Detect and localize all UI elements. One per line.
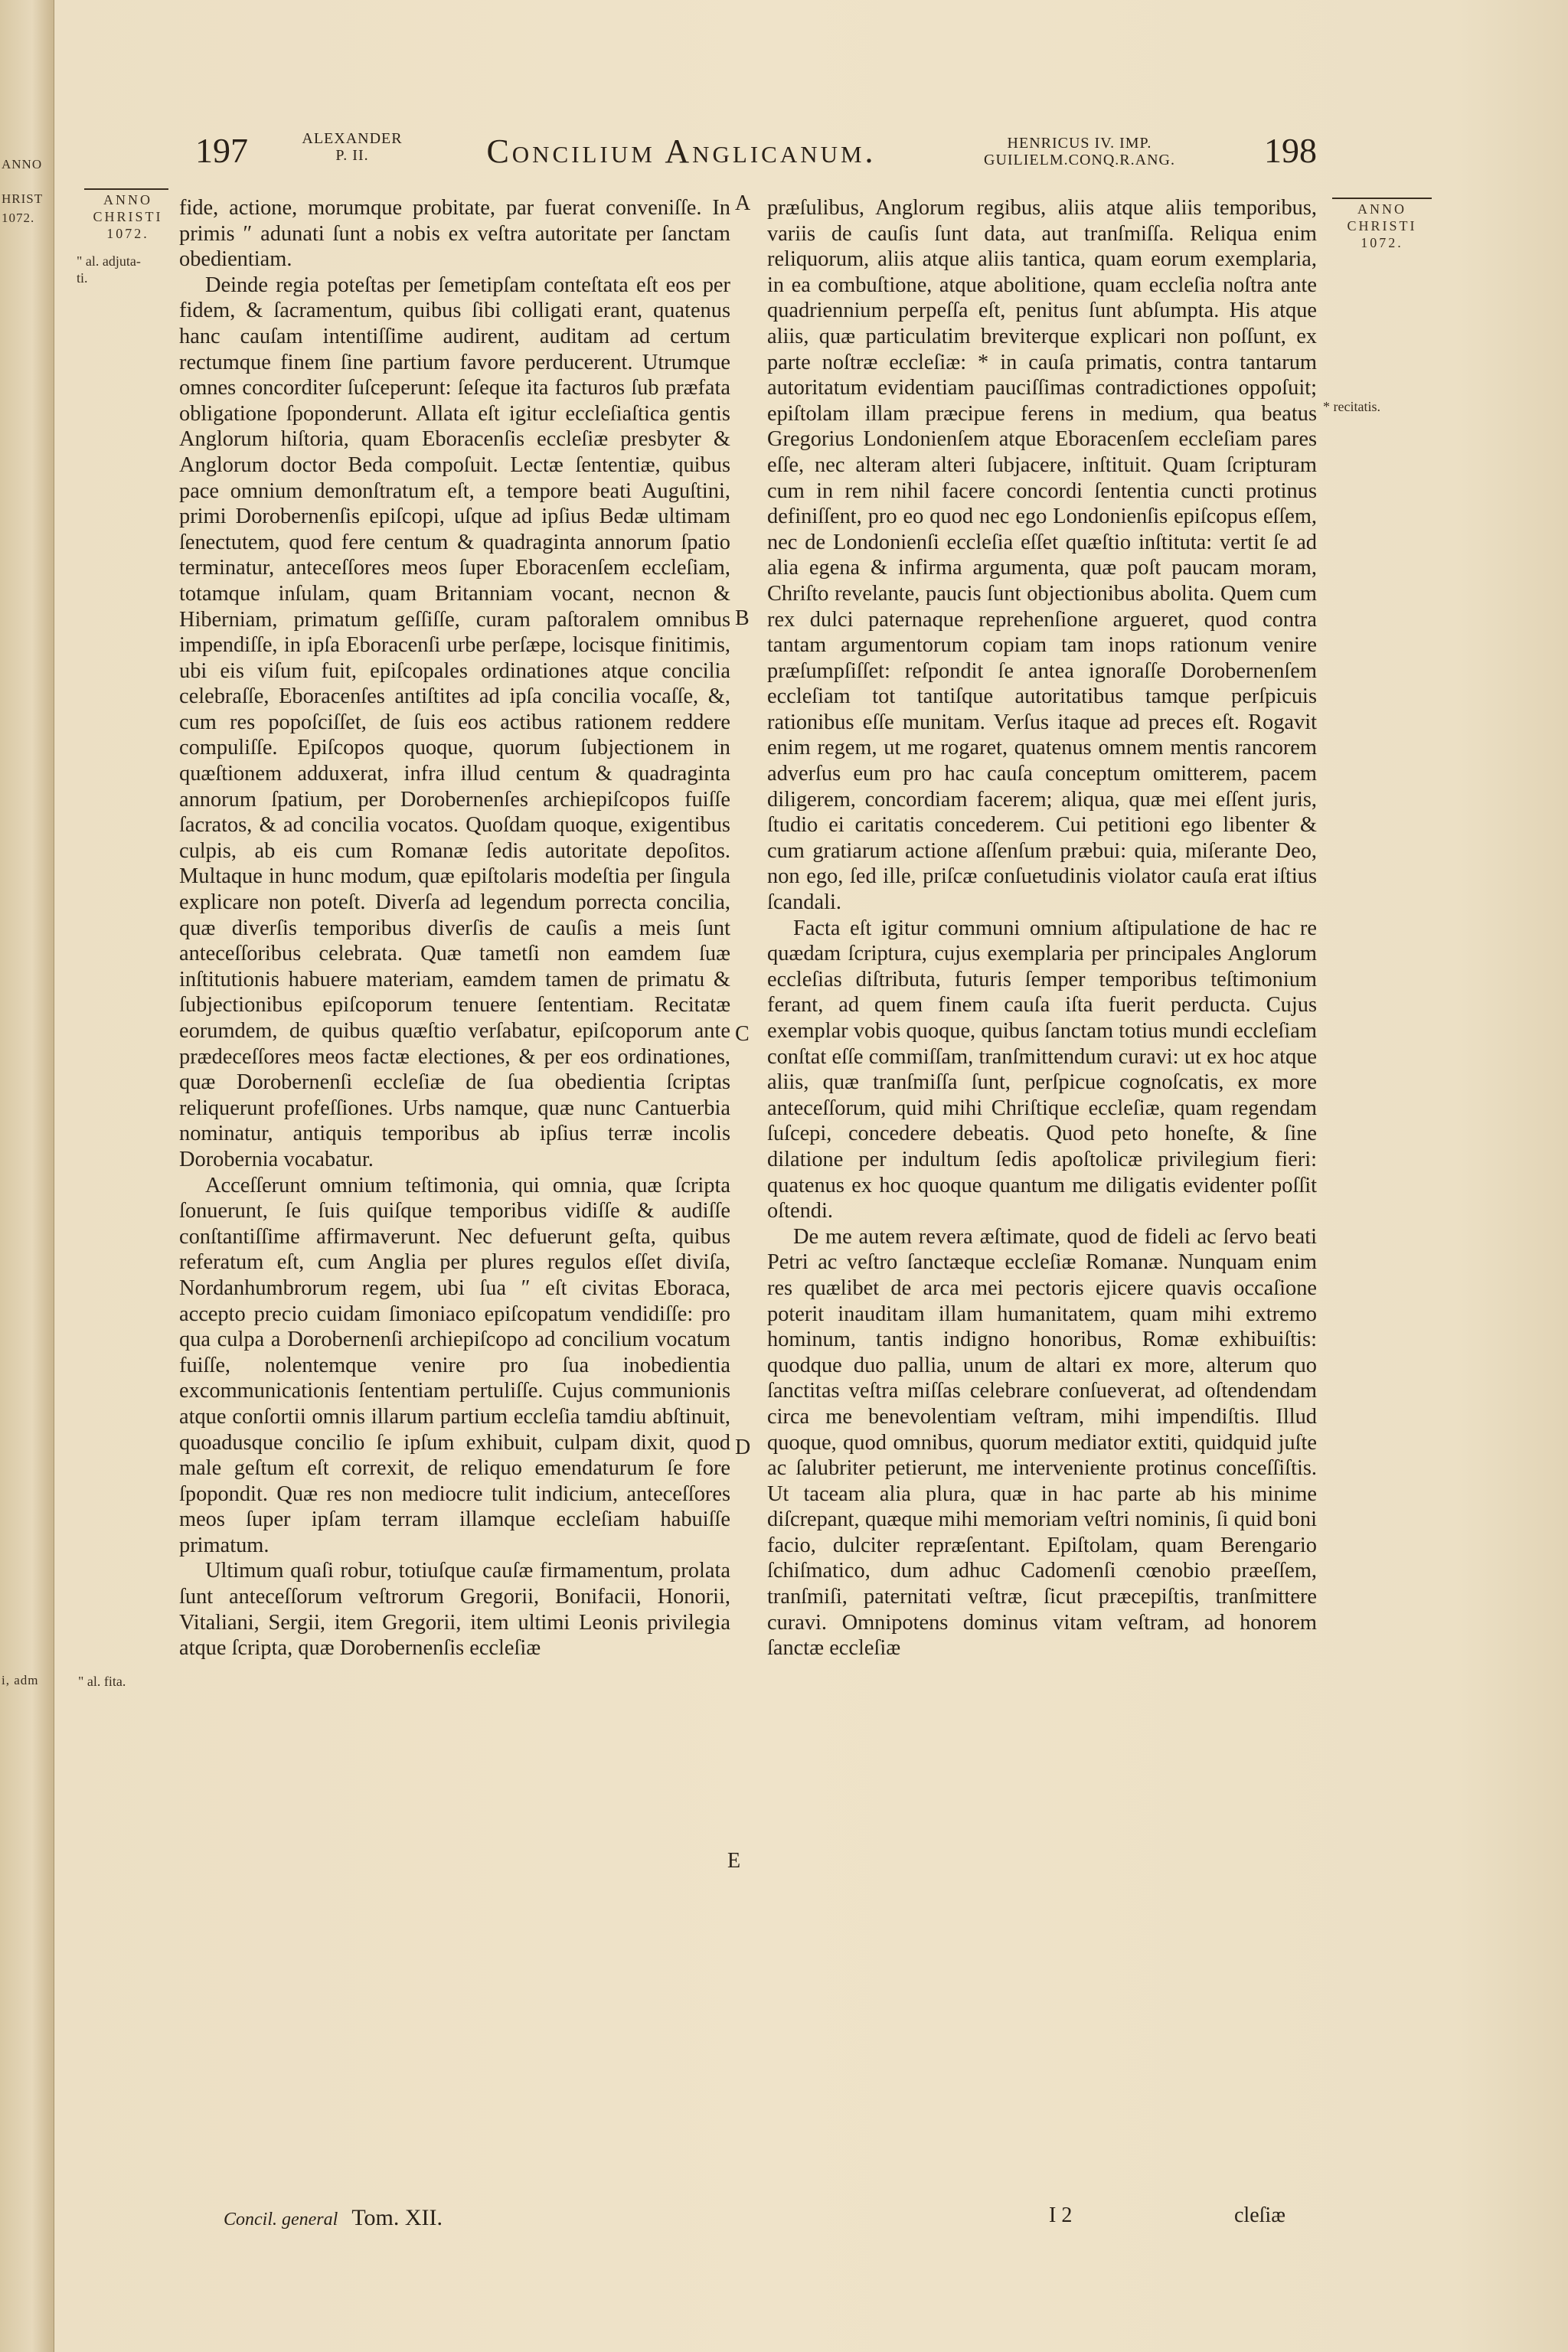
section-marker-e: E xyxy=(727,1849,741,1873)
margin-note-adjuta-line2: ti. xyxy=(77,270,88,286)
header-pope-number: P. II. xyxy=(335,147,369,164)
header-rulers xyxy=(965,135,1194,168)
right-column xyxy=(767,195,1317,1661)
margin-anno-word-right: ANNO xyxy=(1357,201,1406,217)
left-paragraph-2: Deinde regia poteſtas per ſemetipſam conteſtata eſt eos per fidem, & ſacramentum, quibus ſibi colligati erant, quatenus hanc cauſam intentiſſime audirent, auditam ad certum rectumque finem ſine partium favore perducerent. Utrumque omnes concorditer ſuſceperunt: ſeſeque ita facturos ſub præfata obligatione ſpoponderunt. Allata eſt igitur eccleſiaſtica gentis Anglorum hiſtoria, quam Eboracenſis eccleſiæ presbyter & Anglorum doctor Beda compoſuit. Lectæ ſententiæ, quibus pace omnium demonſtratum eſt, a tempore beati Auguſtini, primi Dorobernenſis epiſcopi, uſque ad ipſius Bedæ ultimam ſenectutem, quod fere centum & quadraginta annorum ſpatio terminatur, anteceſſores meos ſuper Eboracenſem eccleſiam, totamque inſulam, quam Britanniam vocant, necnon & Hiberniam, primatum geſſiſſe, curam paſtoralem omnibus impendiſſe, in ipſa Eboracenſi urbe perſæpe, locisque finitimis, ubi eis viſum fuit, epiſcopales ordinationes atque concilia celebraſſe, Eboracenſes antiſtites ad ipſa concilia vocaſſe, &, cum res popoſciſſet, de ſuis eos actibus rationem reddere compuliſſe. Epiſcopos quoque, quorum ſubjectionem in quæſtionem adduxerat, infra illud centum & quadraginta annorum ſpatium, per Dorobernenſes archiepiſcopos fuiſſe ſacratos, & ad concilia vocatos. Quoſdam quoque, exigentibus culpis, ab eis cum Romanæ ſedis autoritate depoſitos. Multaque in hunc modum, quæ epiſtolaris modeſtia per ſingula explicare non poteſt. Diverſa ad legendum porrecta concilia, quæ diverſis temporibus diverſis de cauſis a meis ſunt anteceſſoribus celebrata. Quæ tametſi non eamdem ſuæ inſtitutionis habuere materiam, eamdem tamen de primatu & ſubjectionibus epiſcoporum tenuere ſententiam. Recitatæ eorumdem, de quibus quæſtio verſabatur, epiſcoporum ante prædeceſſores meos factæ electiones, & per eos ordinationes, quæ Dorobernenſi eccleſiæ de ſua obedientia ſcriptas reliquerunt profeſſiones. Urbs namque, quæ nunc Cantuerbia nominatur, antiquis temporibus ab ipſius terræ incolis Dorobernia vocabatur. xyxy=(179,273,730,1171)
left-paragraph-4: Ultimum quaſi robur, totiuſque cauſæ firmamentum, prolata ſunt anteceſſorum veſtrorum Gregorii, Bonifacii, Honorii, Vitaliani, Sergii, item Gregorii, item ultimi Leonis privilegia atque ſcripta, quæ Dorobernenſis eccleſiæ xyxy=(179,1559,730,1661)
footer-collection xyxy=(224,2205,443,2231)
spine-note: i, adm xyxy=(2,1673,39,1687)
facing-page-edge xyxy=(0,0,54,2352)
spine-year: 1072. xyxy=(2,211,35,225)
margin-rule-left xyxy=(84,188,168,190)
left-column xyxy=(179,195,730,1661)
header-emperor: HENRICUS IV. IMP. xyxy=(1007,135,1152,152)
header-pope-name: ALEXANDER xyxy=(302,130,403,147)
running-header xyxy=(191,122,1317,176)
section-marker-d: D xyxy=(735,1436,751,1459)
spine-anno: ANNO xyxy=(2,157,43,172)
margin-year-right: 1072. xyxy=(1361,235,1403,250)
footer-tome: Tom. XII. xyxy=(351,2205,443,2230)
right-paragraph-3: De me autem revera æſtimate, quod de fideli ac ſervo beati Petri ac veſtro ſanctæque eccleſiæ Romanæ. Nunquam enim res quælibet de arca mei pectoris ejicere quavis occaſione poterit inauditam illam humanitatem, quam mihi extremo hominum, tantis indigno honoribus, Romæ exhibuiſtis: quodque duo pallia, unum de altari ex more, alterum quo ſanctitas veſtra miſſas celebrare conſueverat, ad oſtendendam circa me benevolentiam veſtram, mihi impendiſtis. Illud quoque, quod omnibus, quorum mediator extiti, quidquid juſte ac ſalubriter petierunt, me interveniente protinus conceſſiſtis. Ut taceam alia plura, quæ in hac parte ab his minime diſcrepant, quæque mihi memoriam veſtri nominis, ſi quid boni facio, dulciter repræſentant. Epiſtolam, quam Berengario ſchiſmatico, dum adhuc Cadomenſi cœnobio præeſſem, tranſmiſi, paternitati veſtræ, ſicut præcepiſtis, tranſmittere curavi. Omnipotens dominus vitam veſtram, ad honorem ſanctæ eccleſiæ xyxy=(767,1224,1317,1661)
margin-rule-right xyxy=(1332,198,1432,199)
left-paragraph-1: fide, actione, morumque probitate, par fuerat conveniſſe. In primis ″ adunati ſunt a nobis ex veſtra autoritate per ſanctam obedientiam. xyxy=(179,196,730,272)
footer-signature: I 2 xyxy=(1049,2203,1073,2227)
margin-note-fita: " al. fita. xyxy=(78,1674,126,1689)
margin-anno-right xyxy=(1336,201,1428,251)
section-marker-a: A xyxy=(735,191,751,215)
footer-concil: Concil. general xyxy=(224,2210,338,2230)
right-paragraph-2: Facta eſt igitur communi omnium aſtipulatione de hac re quædam ſcriptura, cujus exemplaria per principales Anglorum eccleſias diſtributa, futuris ſemper temporibus teſtimonium ferant, ad quem finem cauſa iſta fuerit perducta. Cujus exemplar vobis quoque, quibus ſanctam totius mundi eccleſiam conſtat eſſe commiſſam, tranſmittendum curavi: ut ex hoc atque aliis, quæ tranſmiſſa ſunt, perſpicue cognoſcatis, ex more anteceſſorum, quid mihi Chriſtique eccleſiæ, quam regendam ſuſcepi, concedere debeatis. Quod peto honeſte, & ſine dilatione per indultum ſedis apoſtolicæ privilegium fieri: quatenus ex hoc quoque quantum me diligatis evidenter poſſit oſtendi. xyxy=(767,916,1317,1223)
section-marker-b: B xyxy=(735,606,750,630)
page-title: Concilium Anglicanum. xyxy=(486,132,877,170)
margin-christi-word-right: CHRISTI xyxy=(1347,218,1417,234)
margin-note-adjuta-line1: " al. adjuta- xyxy=(77,253,141,269)
right-paragraph-1: præſulibus, Anglorum regibus, aliis atque aliis temporibus, variis de cauſis ſunt data, aut tranſmiſſa. Reliqua enim reliquorum, aliis atque aliis tantica, quam eorum exemplaria, in ea combuſtione, atque abolitione, quam eccleſia noſtra ante quadriennium perpeſſa eſt, penitus ſunt abſumpta. His atque aliis, quæ particulatim breviterque explicari non poſſunt, ex parte noſtræ eccleſiæ: * in cauſa primatis, contra tantarum autoritatum evidentiam pauciſſimas contradictiones oppoſuit; epiſtolam illam præcipue ferens in medium, qua beatus Gregorius Londonienſem atque Eboracenſem eccleſiam pares eſſe, nec alteram alteri ſubjacere, inſtituit. Quam ſcripturam cum in rem nihil facere concordi ſententia cuncti protinus definiſſent, pro eo quod nec ego Londonienſis epiſcopus eſſem, nec de Londonienſi eccleſia eſſet quæſtio inſtituta: vertit ſe ad alia egena & infirma argumenta, quæ poſt paucam moram, Chriſto revelante, paucis ſunt objectionibus abolita. Quem cum rex dulci paternaque reprehenſione argueret, quod contra tantam argumentorum copiam tam inops rationum venire præſumpſiſſet: reſpondit ſe antea ignoraſſe Dorobernenſem eccleſiam tot tantiſque autoritatibus tamque perſpicuis rationibus eſſe munitam. Verſus itaque ad preces eſt. Rogavit enim regem, ut me rogaret, quatenus omnem mentis rancorem adverſus eum pro hac cauſa conceptum omitterem, pacem diligerem, concordiam facerem; aliqua, quæ mei eſſent juris, ſtudio ei caritatis concederem. Cui petitioni ego libenter & cum gratiarum actione aſſenſum præbui: quia, miſerante Deo, non ego, ſed ille, priſcæ conſuetudinis violator cauſa erat iſtius ſcandali. xyxy=(767,196,1317,915)
margin-note-adjuta xyxy=(77,253,176,286)
header-pope xyxy=(295,130,410,164)
section-marker-c: C xyxy=(735,1022,750,1046)
left-paragraph-3: Acceſſerunt omnium teſtimonia, qui omnia, quæ ſcripta ſonuerunt, ſe ſuis quiſque temporibus vidiſſe & audiſſe conſtantiſſime affirmaverunt. Nec defuerunt geſta, quibus referatum eſt, cum Anglia per plures regulos eſſet diviſa, Nordanhumbrorum regem, ubi ſua ″ eſt civitas Eboraca, accepto precio cuidam ſimoniaco epiſcopatum vendidiſſe: pro qua culpa a Dorobernenſi archiepiſcopo ad concilium vocatum fuiſſe, nolentemque venire pro ſua inobedientia excommunicationis ſententiam pertuliſſe. Cujus communionis atque conſortii omnis illarum partium eccleſia tamdiu abſtinuit, quoadusque concilio ſe ipſum exhibuit, culpam dixit, quod male geſtum eſt correxit, de reliquo emendaturum ſe fore ſpopondit. Quæ res non mediocre tulit indicium, anteceſſores meos ſuper ipſam terram illamque eccleſiam habuiſſe primatum. xyxy=(179,1173,730,1557)
header-king: GUILIELM.CONQ.R.ANG. xyxy=(984,152,1175,168)
margin-anno-left xyxy=(86,191,170,242)
spine-christi: HRIST xyxy=(2,191,44,206)
margin-year: 1072. xyxy=(106,226,149,241)
page-number-right: 198 xyxy=(1264,131,1317,170)
margin-anno-word: ANNO xyxy=(103,192,152,207)
margin-note-recitatis: * recitatis. xyxy=(1323,399,1380,414)
page-number-left: 197 xyxy=(195,131,248,170)
margin-christi-word: CHRISTI xyxy=(93,209,163,224)
footer-catchword: cleſiæ xyxy=(1234,2203,1285,2227)
